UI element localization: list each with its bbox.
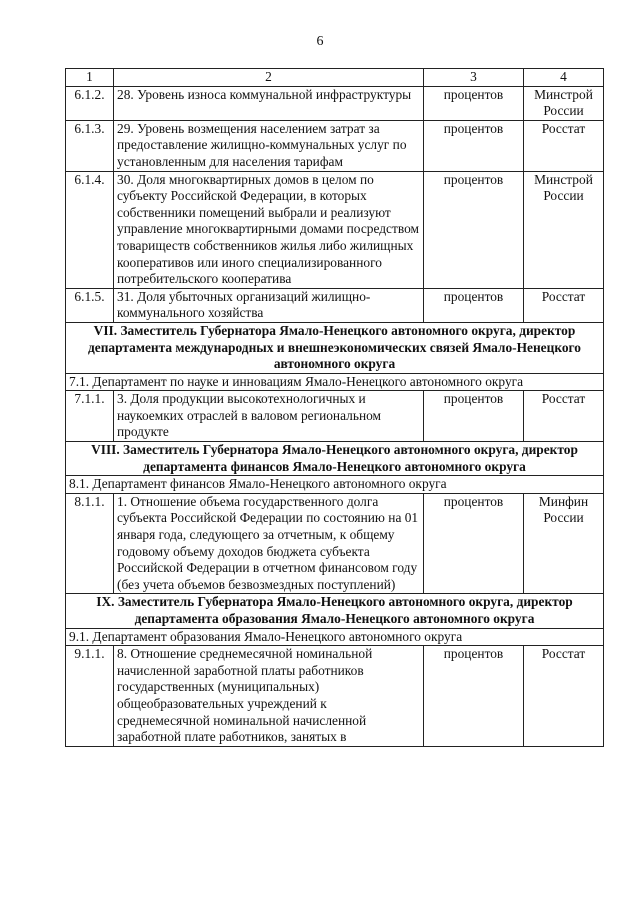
source-cell: Росстат (524, 120, 604, 171)
table-row (66, 391, 604, 442)
source-cell: Минстрой России (524, 171, 604, 288)
page-number: 6 (316, 34, 324, 49)
source-cell: Минстрой России (524, 86, 604, 120)
indicator-text: 30. Доля многоквартирных домов в целом по субъекту Российской Федерации, в которых собственники помещений выбрали и реализуют управление многоквартирными домами посредством товариществ собственников жилья либо жилищных кооперативов или иного специализированного потребительского кооператива (114, 171, 424, 288)
department-name: 9.1. Департамент образования Ямало-Ненецкого автономного округа (66, 628, 604, 646)
row-number: 8.1.1. (66, 493, 114, 594)
department-name: 7.1. Департамент по науке и инновациям Ямало-Ненецкого автономного округа (66, 373, 604, 391)
department-name: 8.1. Департамент финансов Ямало-Ненецкого автономного округа (66, 476, 604, 494)
row-number: 6.1.3. (66, 120, 114, 171)
indicator-text: 3. Доля продукции высокотехнологичных и наукоемких отраслей в валовом региональном продукте (114, 391, 424, 442)
table-row (66, 120, 604, 171)
indicator-text: 8. Отношение среднемесячной номинальной начисленной заработной платы работников государственных (муниципальных) общеобразовательных учреждений к среднемесячной номинальной начисленной заработной плате работников, занятых в (114, 646, 424, 747)
unit-cell: процентов (424, 86, 524, 120)
indicator-text: 29. Уровень возмещения населением затрат за предоставление жилищно-коммунальных услуг по установленным для населения тарифам (114, 120, 424, 171)
row-number: 7.1.1. (66, 391, 114, 442)
source-cell: Росстат (524, 646, 604, 747)
department-row (66, 373, 604, 391)
indicators-table-body (66, 69, 604, 747)
table-row (66, 288, 604, 322)
table-row (66, 646, 604, 747)
indicators-table (65, 68, 604, 747)
row-number: 6.1.2. (66, 86, 114, 120)
source-cell: Росстат (524, 288, 604, 322)
header-col-3: 3 (424, 69, 524, 87)
section-heading: VIII. Заместитель Губернатора Ямало-Ненецкого автономного округа, директор департамента финансов Ямало-Ненецкого автономного округа (66, 442, 604, 476)
section-heading: VII. Заместитель Губернатора Ямало-Ненецкого автономного округа, директор департамента международных и внешнеэкономических связей Ямало-Ненецкого автономного округа (66, 322, 604, 373)
section-heading-row (66, 322, 604, 373)
unit-cell: процентов (424, 493, 524, 594)
unit-cell: процентов (424, 288, 524, 322)
section-heading: IX. Заместитель Губернатора Ямало-Ненецкого автономного округа, директор департамента образования Ямало-Ненецкого автономного округа (66, 594, 604, 628)
unit-cell: процентов (424, 646, 524, 747)
header-col-4: 4 (524, 69, 604, 87)
unit-cell: процентов (424, 391, 524, 442)
header-col-1: 1 (66, 69, 114, 87)
indicator-text: 1. Отношение объема государственного долга субъекта Российской Федерации по состоянию на 01 января года, следующего за отчетным, к общему годовому объему доходов бюджета субъекта Российской Федерации в отчетном финансовом году (без учета объемов безвозмездных поступлений) (114, 493, 424, 594)
row-number: 6.1.4. (66, 171, 114, 288)
table-row (66, 86, 604, 120)
row-number: 9.1.1. (66, 646, 114, 747)
source-cell: Минфин России (524, 493, 604, 594)
table-row (66, 493, 604, 594)
department-row (66, 476, 604, 494)
header-col-2: 2 (114, 69, 424, 87)
section-heading-row (66, 442, 604, 476)
unit-cell: процентов (424, 120, 524, 171)
table-row (66, 171, 604, 288)
indicator-text: 31. Доля убыточных организаций жилищно-коммунального хозяйства (114, 288, 424, 322)
source-cell: Росстат (524, 391, 604, 442)
table-header-row (66, 69, 604, 87)
section-heading-row (66, 594, 604, 628)
row-number: 6.1.5. (66, 288, 114, 322)
department-row (66, 628, 604, 646)
unit-cell: процентов (424, 171, 524, 288)
indicator-text: 28. Уровень износа коммунальной инфраструктуры (114, 86, 424, 120)
